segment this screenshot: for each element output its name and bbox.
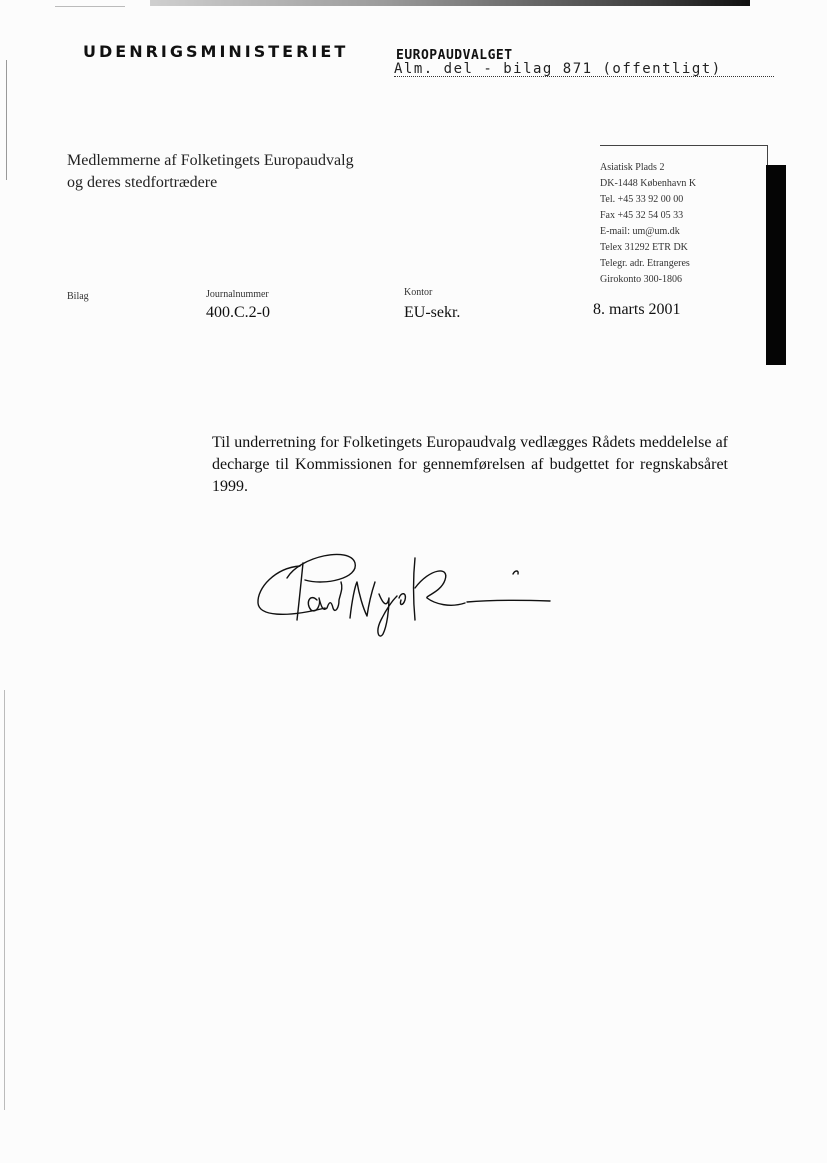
letter-body: Til underretning for Folketingets Europaudvalg vedlægges Rådets meddelelse af decharge til Kommissionen for gennemførelsen af budgettet for regnskabsåret 1999. [212, 434, 728, 495]
letter-date: 8. marts 2001 [593, 301, 681, 318]
kontor-value: EU-sekr. [404, 304, 461, 321]
journal-label: Journalnummer [206, 289, 269, 300]
address-line: E-mail: um@um.dk [600, 226, 680, 237]
scan-top-edge [150, 0, 750, 6]
recipient-block [67, 150, 354, 194]
reference-underline [394, 76, 774, 77]
scan-margin-line [6, 60, 7, 180]
handwritten-signature [255, 548, 555, 638]
committee-stamp: EUROPAUDVALGET [396, 48, 513, 63]
scan-edge-black-bar [766, 165, 786, 365]
address-line: Fax +45 32 54 05 33 [600, 210, 684, 221]
reference-stamp: Alm. del - bilag 871 (offentligt) [394, 61, 722, 77]
address-line: Telegr. adr. Etrangeres [600, 258, 690, 269]
scan-top-line [55, 6, 125, 7]
recipient-line: Medlemmerne af Folketingets Europaudvalg [67, 152, 354, 169]
address-line: Girokonto 300-1806 [600, 274, 682, 285]
kontor-label: Kontor [404, 287, 433, 298]
ministry-heading: UDENRIGSMINISTERIET [83, 42, 349, 61]
address-line: DK-1448 København K [600, 178, 697, 189]
address-block [600, 160, 696, 288]
recipient-line: og deres stedfortrædere [67, 174, 218, 191]
address-line: Tel. +45 33 92 00 00 [600, 194, 684, 205]
journal-number: 400.C.2-0 [206, 304, 270, 321]
address-line: Telex 31292 ETR DK [600, 242, 688, 253]
address-line: Asiatisk Plads 2 [600, 162, 665, 173]
bilag-label: Bilag [67, 291, 89, 302]
scan-margin-line [4, 690, 5, 1110]
